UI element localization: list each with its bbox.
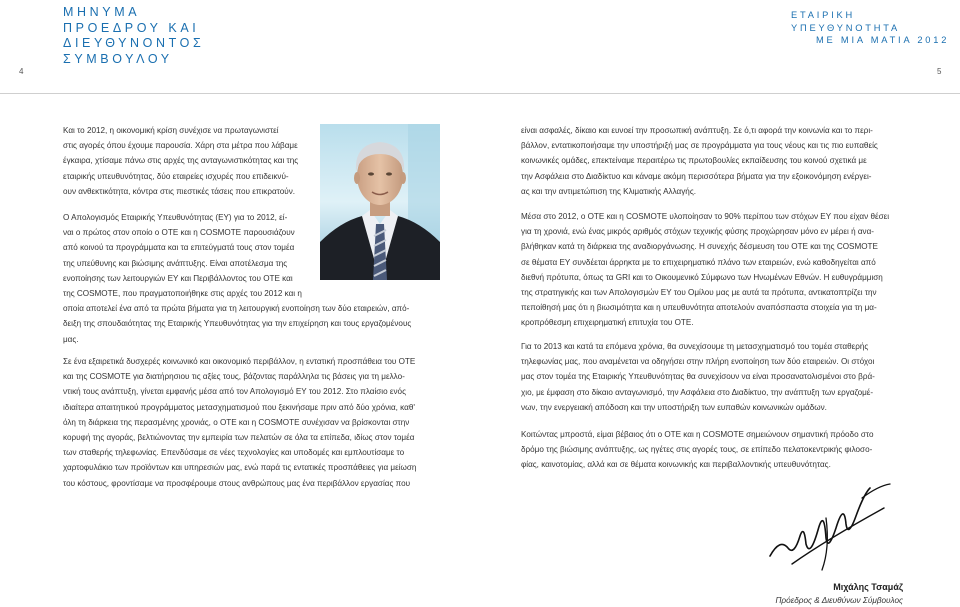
signatory-role: Πρόεδρος & Διευθύνων Σύμβουλος — [775, 596, 903, 605]
text-line: πεποίθησή μας ότι η βιωσιμότητα και η υπευθυνότητα αποτελούν αναπόσπαστα στοιχεία για τη μα- — [521, 303, 877, 313]
text-line: την Ασφάλεια στο Διαδίκτυο και κάναμε ακόμη περισσότερα βήματα για την εξοικονόμηση ενέργει- — [521, 171, 872, 181]
text-line: βάλλον, εντατικοποιήσαμε την υποστήριξή μας σε προγράμματα για τους νέους και τις πιο ευπαθείς — [521, 141, 878, 151]
signatory-name: Μιχάλης Τσαμάζ — [833, 582, 903, 592]
text-line: της COSMOTE, που πραγματοποιήθηκε στις αρχές του 2012 και η — [63, 289, 302, 299]
text-line: της υπεύθυνης και βιώσιμης ανάπτυξης. Είναι αποτέλεσμα της — [63, 258, 288, 268]
text-line: χιο, με έμφαση στο δίκαιο ανταγωνισμό, την Ασφάλεια στο Διαδίκτυο, την ανάπτυξη των εργαζομέ- — [521, 387, 874, 397]
page-number: 4 — [19, 67, 24, 76]
text-line: των σταθερής τηλεφωνίας. Επενδύσαμε σε νέες τεχνολογίες και υποδομές και εμπλουτίσαμε το — [63, 448, 405, 458]
paragraph-society — [521, 123, 905, 199]
header-line: ΕΤΑΙΡΙΚΗ ΥΠΕΥΘΥΝΟΤΗΤΑ — [791, 10, 901, 33]
text-line: Κοιτώντας μπροστά, είμαι βέβαιος ότι ο ΟΤΕ και η COSMOTE σημειώνουν σημαντική πρόοδο στο — [521, 430, 874, 439]
text-line: φίας, καινοτομίας, αλλά και σε θέματα κοινωνικής και περιβαλλοντικής υπευθυνότητας. — [521, 460, 831, 470]
header-line: ΔΙΕΥΘΥΝΟΝΤΟΣ — [63, 36, 205, 50]
paragraph-targets — [521, 209, 905, 331]
handwritten-signature — [766, 478, 896, 578]
text-line: ενοποίησης των λειτουργιών ΕΥ και Περιβάλλοντος του ΟΤΕ και — [63, 273, 293, 283]
text-line: μας στον τομέα της Εταιρικής Υπευθυνότητας θα συνεχίσουν να είναι προσανατολισμένοι στο βρά- — [521, 372, 875, 382]
text-line: ντική τους ανάπτυξη, γίνεται εμφανής μέσα από τον Απολογισμό ΕΥ του 2012. Στο πλαίσιο ενός — [63, 387, 406, 397]
text-line: ας και την αντιμετώπιση της Κλιματικής Αλλαγής. — [521, 186, 697, 196]
paragraph-environment — [63, 354, 445, 491]
text-line: δρόμο της βιώσιμης ανάπτυξης, ως ηγέτες στις αγορές τους, σε επίπεδο πελατοκεντρικής φιλοσο- — [521, 445, 873, 455]
intro-paragraph — [63, 123, 315, 199]
text-line: χαρτοφυλάκιο των προϊόντων και υπηρεσιών μας, ενώ παρά τις εντατικές προσπάθειες για μείωση — [63, 463, 417, 473]
paragraph-2013-goals — [521, 339, 905, 415]
text-line: ουν ανθεκτικότητα, κόντρα στις πιεστικές τάσεις που επικρατούν. — [63, 186, 296, 196]
text-line: ναι ο πρώτος στον οποίο ο ΟΤΕ και η COSMOTE παρουσιάζουν — [63, 228, 295, 238]
text-line: τηλεφωνίας μας, που αναμένεται να οδηγήσει στην πλήρη ενοποίηση των δύο εταιρειών. Οι στόχοι — [521, 357, 875, 367]
text-line: βλήθηκαν κατά τη διάρκεια της αναδιοργάνωσης. Η συνεχής δέσμευση του ΟΤΕ και της COSMOTE — [521, 242, 878, 252]
text-line: από κοινού τα προγράμματα και τα επιτεύγματά τους στον τομέα — [63, 243, 295, 253]
header-line: ΜΗΝΥΜΑ — [63, 5, 141, 19]
header-divider — [0, 93, 960, 94]
text-line: του κόστους, φροντίσαμε να προσφέρουμε στους ανθρώπους μας ένα περιβάλλον εργασίας που — [63, 478, 411, 488]
text-line: για τη χρονιά, ενώ ένας μικρός αριθμός στόχων τεχνικής φύσης προχώρησαν μόνο εν μέρει ή ανα- — [521, 227, 875, 237]
text-line: μας. — [63, 334, 79, 344]
text-line: όλη τη διάρκεια της περασμένης χρονιάς, ο ΟΤΕ και η COSMOTE συνέχισαν να βρίσκονται στην — [63, 417, 410, 427]
text-line: εταιρικής υπευθυνότητας, δύο εταιρείες ισχυρές που επιδεικνύ- — [63, 171, 289, 181]
header-line: ΣΥΜΒΟΥΛΟΥ — [63, 51, 173, 66]
right-page-header — [791, 9, 960, 47]
text-line: ιδιαίτερα απαιτητικού προγράμματος μετασχηματισμού που ξεκινήσαμε πριν από δύο χρόνια, καθ' — [63, 402, 415, 412]
text-line: διεθνή πρότυπα, όπως τα GRI και το Οικουμενικό Σύμφωνο των Ηνωμένων Εθνών. Η ευθυγράμμιση — [521, 272, 883, 282]
page-number: 5 — [937, 67, 942, 76]
left-page-header — [63, 5, 204, 67]
header-line: ΜΕ ΜΙΑ ΜΑΤΙΑ 2012 — [816, 35, 950, 45]
text-line: δειξη της σπουδαιότητας της Εταιρικής Υπευθυνότητας για την επιχείρηση και τους εργαζομένους — [63, 319, 412, 329]
text-line: Για το 2013 και κατά τα επόμενα χρόνια, θα συνεχίσουμε τη μετασχηματισμό του τομέα σταθερής — [521, 342, 869, 351]
text-line: σε θέματα ΕΥ συνδέεται άρρηκτα με το επιχειρηματικό πλάνο των εταιρειών, ενώ καθοδηγείται από — [521, 257, 876, 267]
text-line: νων, την ενεργειακή απόδοση και την υποστήριξη των ευπαθών κοινωνικών ομάδων. — [521, 402, 827, 412]
text-line: έγκαιρα, χτίσαμε πάνω στις αρχές της ανταγωνιστικότητας και της — [63, 156, 299, 166]
paragraph-cr-report — [63, 210, 445, 347]
paragraph-outlook — [521, 427, 905, 473]
text-line: και της COSMOTE για διατήρησιου τις αξίες τους, βάζοντας παράλληλα τις βάσεις για τη μελλο- — [63, 372, 405, 382]
text-line: κοινωνικές ομάδες, επεκτείναμε περαιτέρω τις πρωτοβουλίες εκπαίδευσης του κοινού σχετικά με — [521, 156, 867, 166]
header-line: ΠΡΟΕΔΡΟΥ ΚΑΙ — [63, 20, 200, 35]
text-line: Μέσα στο 2012, ο ΟΤΕ και η COSMOTE υλοποίησαν το 90% περίπου των στόχων ΕΥ που είχαν θέσει — [521, 212, 890, 221]
text-line: στις αγορές όπου έχουμε παρουσία. Χάρη στα μέτρα που λάβαμε — [63, 141, 298, 151]
text-line: κορυφή της αγοράς, βελτιώνοντας την εμπειρία των πελατών σε όλα τα επίπεδα, ιδίως στον τομέα — [63, 433, 415, 443]
text-line: Σε ένα εξαιρετικά δυσχερές κοινωνικό και οικονομικό περιβάλλον, η εντατική προσπάθεια του ΟΤΕ — [63, 357, 416, 366]
text-line: της στρατηγικής και των Απολογισμών ΕΥ του Ομίλου μας με αυτά τα πρότυπα, αντικατοπτρίζει την — [521, 288, 877, 298]
text-line: οποία αποτελεί ένα από τα πρώτα βήματα για τη λειτουργική ενοποίηση των δύο εταιρειών, από- — [63, 304, 410, 314]
text-line: Και το 2012, η οικονομική κρίση συνέχισε να πρωταγωνιστεί — [63, 126, 279, 135]
text-line: Ο Απολογισμός Εταιρικής Υπευθυνότητας (ΕΥ) για το 2012, εί- — [63, 213, 288, 222]
text-line: είναι ασφαλές, δίκαιο και ευνοεί την προσωπική ανάπτυξη. Σε ό,τι αφορά την κοινωνία και το περι- — [521, 126, 873, 135]
text-line: κροπρόθεσμη επιχειρηματική επιτυχία του ΟΤΕ. — [521, 318, 694, 328]
